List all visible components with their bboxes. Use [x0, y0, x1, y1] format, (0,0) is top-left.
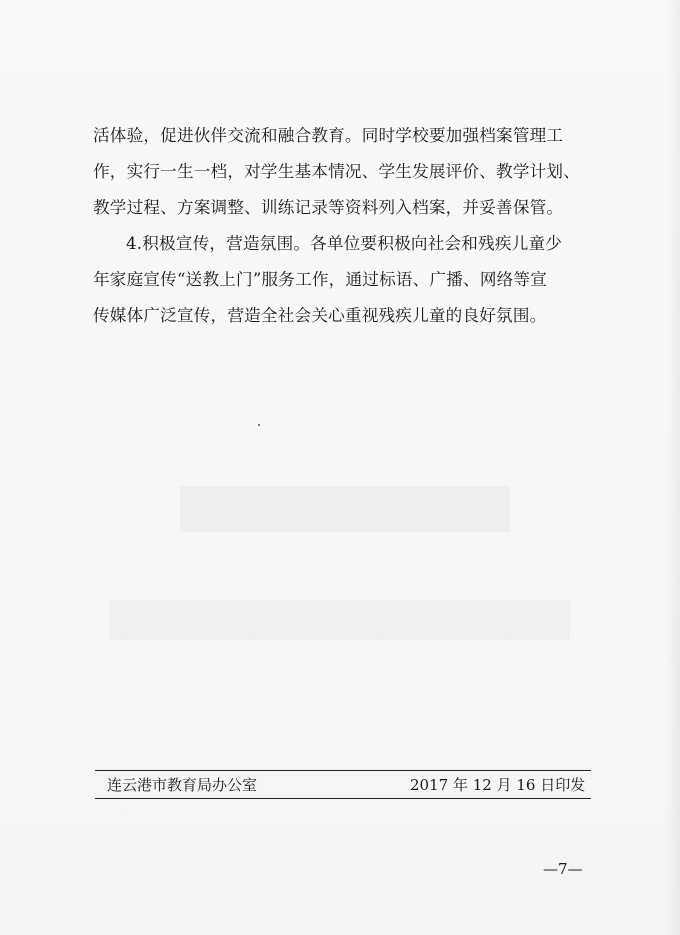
body-text [93, 118, 593, 334]
text-line: 4.积极宣传，营造氛围。各单位要积极向社会和残疾儿童少 [126, 234, 563, 253]
page-edge-shadow [666, 0, 680, 935]
show-through-shade [180, 486, 510, 532]
scan-speck [258, 424, 260, 426]
paragraph-archives [93, 118, 593, 226]
text-line: 年家庭宣传“送教上门”服务工作，通过标语、广播、网络等宣 [93, 270, 548, 289]
text-line: 作，实行一生一档，对学生基本情况、学生发展评价、教学计划、 [93, 162, 581, 181]
paragraph-publicity [93, 226, 593, 334]
issue-date: 2017 年 12 月 16 日印发 [410, 776, 586, 794]
page-number: —7— [543, 860, 583, 878]
issuer-name: 连云港市教育局办公室 [107, 776, 258, 794]
text-line: 活体验，促进伙伴交流和融合教育。同时学校要加强档案管理工 [93, 126, 564, 145]
footer-rule-bottom [95, 798, 591, 799]
show-through-shade [110, 600, 570, 640]
text-line: 传媒体广泛宣传，营造全社会关心重视残疾儿童的良好氛围。 [93, 306, 547, 325]
text-line: 教学过程、方案调整、训练记录等资料列入档案，并妥善保管。 [93, 198, 564, 217]
footer-rule-top [95, 770, 591, 771]
